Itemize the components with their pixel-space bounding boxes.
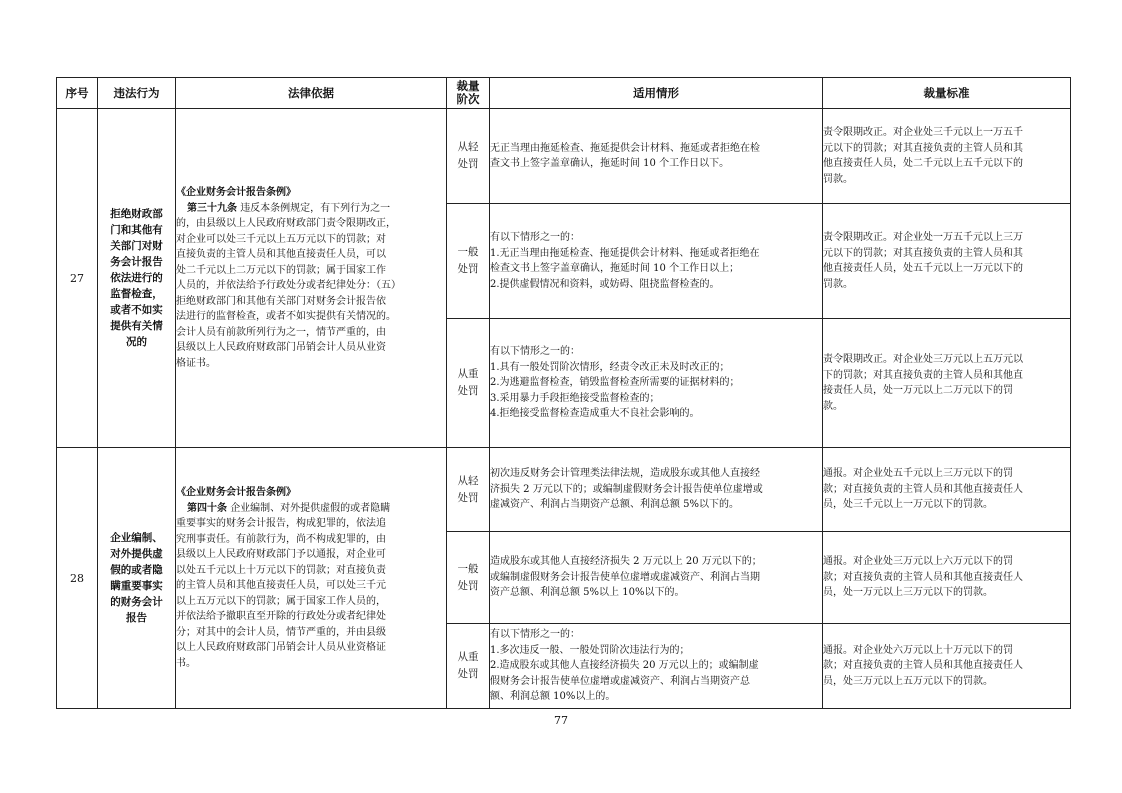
situation-line: 2.造成股东或其他人直接经济损失 20 万元以上的；或编制虚 xyxy=(490,660,759,672)
page-number: 77 xyxy=(554,714,568,727)
standard-line: 责令限期改正。对企业处三千元以上一万五千 xyxy=(823,127,1023,138)
violation-line: 提供有关情 xyxy=(110,320,163,332)
header-standard: 裁量标准 xyxy=(823,78,1071,109)
law-line: 会计人员有前款所列行为之一，情节严重的，由 xyxy=(176,326,386,338)
law-line: 的，由县级以上人民政府财政部门责令限期改正， xyxy=(176,218,396,229)
standard-line: 款。 xyxy=(823,400,843,412)
standard-cell xyxy=(823,624,1071,709)
situation-line: 虚减资产、利润占当期资产总额、利润总额 5%以下的。 xyxy=(490,499,740,511)
situation-line: 造成股东或其他人直接经济损失 2 万元以上 20 万元以下的； xyxy=(490,556,762,568)
row-seq: 28 xyxy=(57,448,98,709)
standard-line: 元以下的罚款；对其直接负责的主管人员和其 xyxy=(823,142,1023,154)
violation-line: 依法进行的 xyxy=(110,272,163,284)
standard-line: 他直接责任人员，处五千元以上一万元以下的 xyxy=(823,263,1023,274)
situation-line: 济损失 2 万元以下的；或编制虚假财务会计报告使单位虚增或 xyxy=(490,483,763,495)
row-violation xyxy=(98,109,176,448)
violation-line: 或者不如实 xyxy=(110,304,163,316)
level-line: 一般 xyxy=(457,562,479,575)
standard-line: 责令限期改正。对企业处一万五千元以上三万 xyxy=(823,232,1023,243)
law-line: 重要事实的财务会计报告，构成犯罪的，依法追 xyxy=(176,518,386,529)
standard-line: 他直接责任人员，处二千元以上五千元以下的 xyxy=(823,158,1023,169)
standard-line: 通报。对企业处三万元以上六万元以下的罚 xyxy=(823,556,1013,568)
level-normal xyxy=(447,204,490,319)
level-line: 一般 xyxy=(457,246,479,258)
header-violation: 违法行为 xyxy=(98,78,176,109)
situation-line: 2.为逃避监督检查，销毁监督检查所需要的证据材料的； xyxy=(490,377,740,389)
law-line: 企业编制、对外提供虚假的或者隐瞒 xyxy=(230,502,391,514)
violation-line: 关部门对财 xyxy=(110,240,163,252)
level-line: 处罚 xyxy=(457,491,479,504)
violation-line: 监督检查， xyxy=(110,288,163,300)
level-line: 处罚 xyxy=(457,158,479,170)
situation-line: 假财务会计报告使单位虚增或虚减资产、利润占当期资产总 xyxy=(490,675,750,687)
situation-line: 查文书上签字盖章确认，拖延时间 10 个工作日以下。 xyxy=(490,158,730,169)
law-line: 拒绝财政部门和其他有关部门对财务会计报告依 xyxy=(176,295,386,307)
level-line: 处罚 xyxy=(457,385,479,397)
standard-line: 款；对直接负责的主管人员和其他直接责任人 xyxy=(823,571,1023,583)
situation-line: 资产总额、利润总额 5%以上 10%以下的。 xyxy=(490,587,685,599)
law-line: 法进行的监督检查，或者不如实提供有关情况的。 xyxy=(176,311,396,322)
violation-line: 的财务会计 xyxy=(110,596,163,608)
law-line: 人员的，并依法给予行政处分或者纪律处分：（五） xyxy=(176,280,401,291)
standard-line: 接责任人员，处一万元以上二万元以下的罚 xyxy=(823,385,1013,396)
situation-line: 3.采用暴力手段拒绝接受监督检查的； xyxy=(490,392,660,404)
standard-line: 通报。对企业处六万元以上十万元以下的罚 xyxy=(823,644,1013,656)
situation-line: 2.提供虚假情况和资料，或妨碍、阻挠监督检查的。 xyxy=(490,278,720,290)
law-line: 以处五千元以上十万元以下的罚款；对直接负责 xyxy=(176,564,386,576)
row-legal-basis xyxy=(176,109,447,448)
situation-line: 额、利润总额 10%以上的。 xyxy=(490,691,616,703)
law-article: 第三十九条 xyxy=(187,202,237,214)
standard-cell xyxy=(823,204,1071,319)
level-light xyxy=(447,448,490,532)
situation-cell xyxy=(490,319,823,448)
header-situation: 适用情形 xyxy=(490,78,823,109)
situation-line: 1.无正当理由拖延检查、拖延提供会计材料、拖延或者拒绝在 xyxy=(490,247,760,259)
standard-cell xyxy=(823,319,1071,448)
table-row xyxy=(57,109,1071,204)
row-violation xyxy=(98,448,176,709)
violation-line: 务会计报告 xyxy=(110,256,163,268)
level-line: 处罚 xyxy=(457,263,479,275)
violation-line: 报告 xyxy=(126,612,147,624)
level-line: 从重 xyxy=(457,368,479,380)
level-line: 从轻 xyxy=(457,141,479,153)
situation-line: 有以下情形之一的： xyxy=(490,232,580,243)
level-line: 从轻 xyxy=(457,474,479,487)
law-line: 的主管人员和其他直接责任人员，可以处三千元 xyxy=(176,580,386,591)
penalty-discretion-table xyxy=(56,77,1071,709)
situation-cell xyxy=(490,448,823,532)
level-line: 处罚 xyxy=(457,668,479,680)
situation-line: 1.具有一般处罚阶次情形，经责令改正未及时改正的； xyxy=(490,361,730,373)
header-seq: 序号 xyxy=(57,78,98,109)
law-line: 分；对其中的会计人员，情节严重的，并由县级 xyxy=(176,626,386,638)
header-level-line: 裁量 xyxy=(456,79,480,93)
standard-line: 罚款。 xyxy=(823,173,853,185)
violation-line: 企业编制、 xyxy=(110,532,163,544)
header-level xyxy=(447,78,490,109)
violation-line: 况的 xyxy=(126,336,147,348)
level-normal xyxy=(447,532,490,624)
law-line: 处二千元以上二万元以下的罚款；属于国家工作 xyxy=(176,264,386,276)
violation-line: 对外提供虚 xyxy=(110,548,163,560)
standard-line: 员，处一万元以上三万元以下的罚款。 xyxy=(823,587,993,599)
violation-line: 门和其他有 xyxy=(110,224,163,236)
standard-line: 罚款。 xyxy=(823,278,853,290)
law-article: 第四十条 xyxy=(187,502,227,514)
violation-line: 拒绝财政部 xyxy=(110,208,163,220)
law-title: 《企业财务会计报告条例》 xyxy=(176,187,296,198)
situation-cell xyxy=(490,204,823,319)
law-title: 《企业财务会计报告条例》 xyxy=(176,487,296,498)
situation-line: 初次违反财务会计管理类法律法规，造成股东或其他人直接经 xyxy=(490,468,760,480)
law-line: 格证书。 xyxy=(176,357,216,369)
table-row xyxy=(57,448,1071,532)
standard-line: 款；对直接负责的主管人员和其他直接责任人 xyxy=(823,660,1023,672)
law-line: 以上人民政府财政部门吊销会计人员从业资格证 xyxy=(176,642,386,653)
law-line: 县级以上人民政府财政部门予以通报，对企业可 xyxy=(176,549,386,560)
level-line: 从重 xyxy=(457,651,479,663)
standard-line: 员，处三千元以上一万元以下的罚款。 xyxy=(823,499,993,511)
law-line: 对企业可以处三千元以上五万元以下的罚款；对 xyxy=(176,233,386,245)
law-line: 县级以上人民政府财政部门吊销会计人员从业资 xyxy=(176,342,386,353)
law-line: 直接负责的主管人员和其他直接责任人员，可以 xyxy=(176,249,386,260)
law-line: 书。 xyxy=(176,657,196,669)
violation-line: 瞒重要事实 xyxy=(110,580,163,592)
law-line: 并依法给予撤职直至开除的行政处分或者纪律处 xyxy=(176,611,386,622)
standard-line: 元以下的罚款；对其直接负责的主管人员和其 xyxy=(823,247,1023,259)
standard-line: 通报。对企业处五千元以上三万元以下的罚 xyxy=(823,468,1013,480)
row-legal-basis xyxy=(176,448,447,709)
situation-cell xyxy=(490,109,823,204)
situation-line: 4.拒绝接受监督检查造成重大不良社会影响的。 xyxy=(490,408,700,420)
situation-line: 或编制虚假财务会计报告使单位虚增或虚减资产、利润占当期 xyxy=(490,571,760,583)
situation-line: 有以下情形之一的： xyxy=(490,629,580,641)
law-line: 以上五万元以下的罚款；属于国家工作人员的， xyxy=(176,595,386,607)
standard-cell xyxy=(823,109,1071,204)
level-line: 处罚 xyxy=(457,579,479,592)
law-line: 究刑事责任。有前款行为，尚不构成犯罪的，由 xyxy=(176,533,386,545)
situation-line: 有以下情形之一的： xyxy=(490,346,580,358)
header-row xyxy=(57,78,1071,109)
standard-line: 责令限期改正。对企业处三万元以上五万元以 xyxy=(823,354,1023,365)
header-level-line: 阶次 xyxy=(456,92,480,106)
situation-line: 检查文书上签字盖章确认，拖延时间 10 个工作日以上； xyxy=(490,263,740,274)
violation-line: 假的或者隐 xyxy=(110,564,163,576)
situation-cell xyxy=(490,532,823,624)
situation-line: 1.多次违反一般、一般处罚阶次违法行为的； xyxy=(490,644,690,656)
situation-line: 无正当理由拖延检查、拖延提供会计材料、拖延或者拒绝在检 xyxy=(490,142,760,154)
standard-line: 款；对直接负责的主管人员和其他直接责任人 xyxy=(823,483,1023,495)
level-heavy xyxy=(447,319,490,448)
law-line: 违反本条例规定，有下列行为之一 xyxy=(240,202,391,214)
standard-line: 员，处三万元以上五万元以下的罚款。 xyxy=(823,675,993,687)
standard-line: 下的罚款；对其直接负责的主管人员和其他直 xyxy=(823,369,1023,381)
header-legal-basis: 法律依据 xyxy=(176,78,447,109)
level-light xyxy=(447,109,490,204)
standard-cell xyxy=(823,532,1071,624)
situation-cell xyxy=(490,624,823,709)
level-heavy xyxy=(447,624,490,709)
standard-cell xyxy=(823,448,1071,532)
row-seq: 27 xyxy=(57,109,98,448)
